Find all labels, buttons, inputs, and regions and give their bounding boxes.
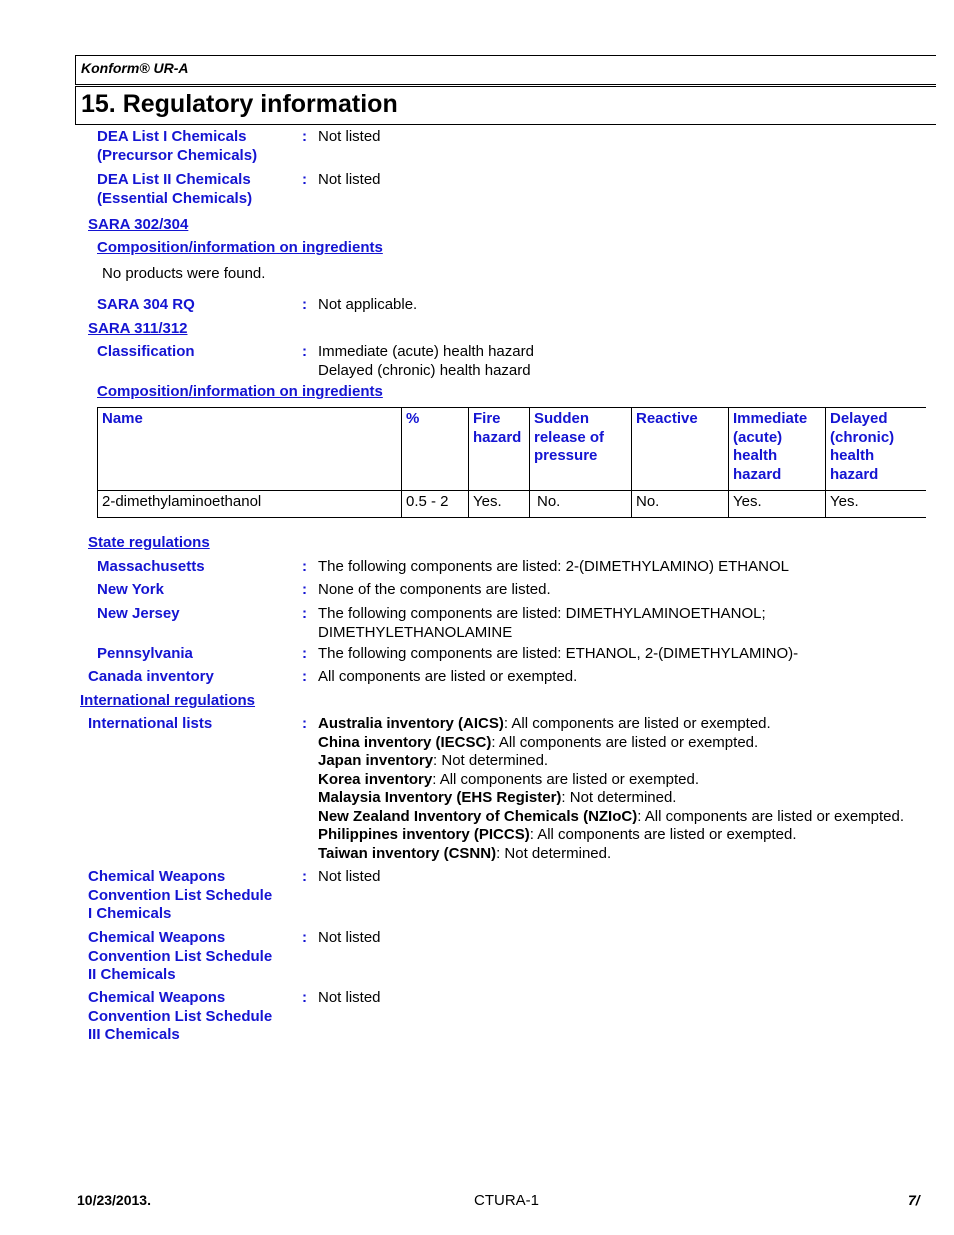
list-item: Taiwan inventory (CSNN): Not determined. [318,844,612,862]
massachusetts-label: Massachusetts [97,558,205,575]
state-regulations-heading: State regulations [88,534,210,551]
list-item: Malaysia Inventory (EHS Register): Not determined. [318,789,677,806]
footer-code: CTURA-1 [474,1192,540,1209]
sara-311-heading: SARA 311/312 [88,320,188,337]
colon: : [302,989,307,1006]
cwc-schedule-2-label: Chemical Weapons Convention List Schedule II Chemicals [88,929,273,983]
colon: : [302,343,307,360]
table-cell: Yes. [469,491,530,518]
column-header: Fire hazard [469,408,530,491]
colon: : [302,668,307,685]
footer-date: 10/23/2013. [77,1192,151,1208]
footer-page: 7/ [908,1192,920,1208]
colon: : [302,929,307,946]
new-jersey-value: The following components are listed: DIMETHYLAMINOETHANOL; DIMETHYLETHANOLAMINE [318,605,766,641]
table-row [98,491,926,518]
composition-table [97,407,926,518]
column-header: Immediate (acute) health hazard [729,408,826,491]
classification-values: Immediate (acute) health hazard Delayed (chronic) health hazard [318,343,534,379]
table-cell: No. [530,491,632,518]
colon: : [302,645,307,662]
column-header: % [402,408,469,491]
colon: : [302,605,307,622]
dea-list-2-value: Not listed [318,171,381,188]
cwc-schedule-3-value: Not listed [318,989,381,1006]
colon: : [302,128,307,145]
list-item: China inventory (IECSC): All components are listed or exempted. [318,733,759,751]
table-header-row [98,408,926,491]
colon: : [302,171,307,188]
column-header: Delayed (chronic) health hazard [826,408,926,491]
massachusetts-value: The following components are listed: 2-(DIMETHYLAMINO) ETHANOL [318,558,789,575]
table-cell: No. [632,491,729,518]
canada-inventory-value: All components are listed or exempted. [318,668,578,685]
list-item: New Zealand Inventory of Chemicals (NZIoC): All components are listed or exempted. [318,807,905,825]
sara-302-heading: SARA 302/304 [88,216,189,233]
dea-list-1-label: DEA List I Chemicals (Precursor Chemicals) [97,128,258,164]
column-header: Sudden release of pressure [530,408,632,491]
column-header: Name [98,408,402,491]
table-cell: Yes. [826,491,926,518]
section-header [75,86,936,125]
pennsylvania-label: Pennsylvania [97,645,193,662]
canada-inventory-label: Canada inventory [88,668,214,685]
colon: : [302,868,307,885]
list-item: Philippines inventory (PICCS): All components are listed or exempted. [318,826,797,843]
new-york-label: New York [97,581,164,598]
international-regulations-heading: International regulations [80,692,256,709]
column-header: Reactive [632,408,729,491]
dea-list-1-value: Not listed [318,128,381,145]
colon: : [302,581,307,598]
international-lists-values [318,715,904,863]
table-cell: 0.5 - 2 [402,491,469,518]
dea-list-2-label: DEA List II Chemicals (Essential Chemicals) [97,171,253,207]
pennsylvania-value: The following components are listed: ETHANOL, 2-(DIMETHYLAMINO)- [318,645,799,662]
list-item: Australia inventory (AICS): All components are listed or exempted. [318,715,771,732]
document-header [75,55,936,85]
cwc-schedule-2-value: Not listed [318,929,381,946]
section-title: 15. Regulatory information [81,90,398,118]
new-jersey-label: New Jersey [97,605,180,622]
table-cell: Yes. [729,491,826,518]
cwc-schedule-1-value: Not listed [318,868,381,885]
no-products-text: No products were found. [102,265,266,282]
sara-304-rq-value: Not applicable. [318,296,418,313]
cwc-schedule-1-label: Chemical Weapons Convention List Schedule I Chemicals [88,868,273,922]
cwc-schedule-3-label: Chemical Weapons Convention List Schedule III Chemicals [88,989,273,1043]
new-york-value: None of the components are listed. [318,581,551,598]
sara-311-composition-heading: Composition/information on ingredients [97,383,383,400]
colon: : [302,558,307,575]
sara-302-composition-heading: Composition/information on ingredients [97,239,383,256]
international-lists-label: International lists [88,715,213,732]
sara-304-rq-label: SARA 304 RQ [97,296,195,313]
colon: : [302,296,307,313]
colon: : [302,715,307,732]
list-item: Korea inventory: All components are listed or exempted. [318,770,700,788]
product-name: Konform® UR-A [81,60,189,76]
table-cell: 2-dimethylaminoethanol [98,491,402,518]
list-item: Japan inventory: Not determined. [318,752,549,769]
classification-label: Classification [97,343,195,360]
